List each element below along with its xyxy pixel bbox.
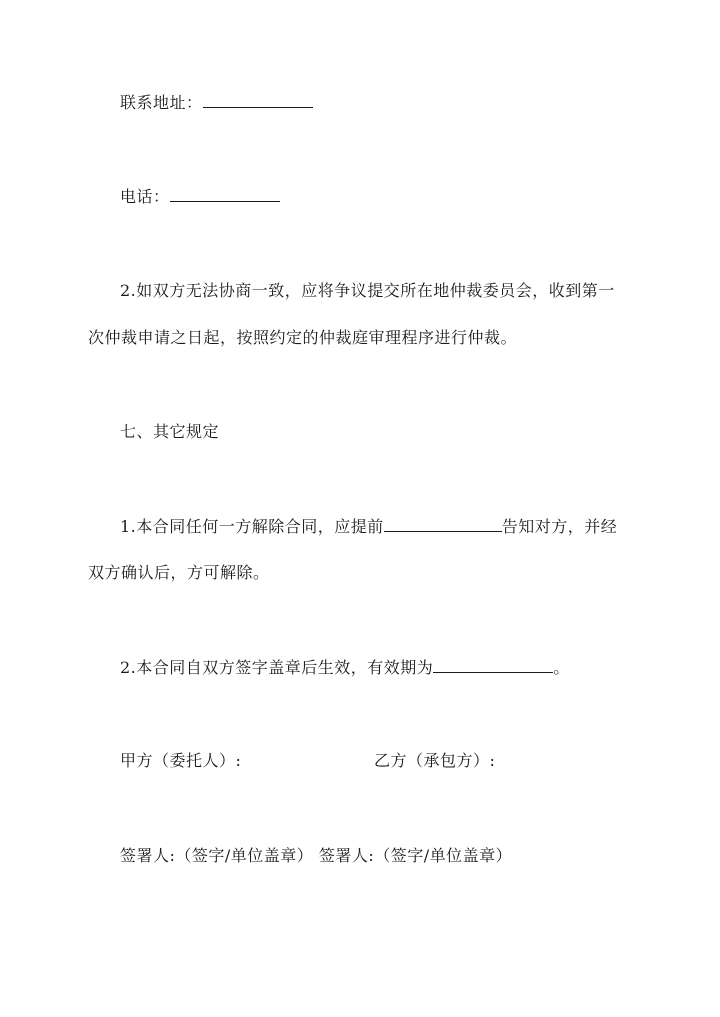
address-blank <box>203 92 313 108</box>
clause2-line2: 次仲裁申请之日起，按照约定的仲裁庭审理程序进行仲裁。 <box>88 328 518 347</box>
address-label: 联系地址： <box>120 93 203 112</box>
section7-item2-line <box>120 657 570 678</box>
contact-phone-line <box>120 186 280 207</box>
clause2-line1: 2.如双方无法协商一致，应将争议提交所在地仲裁委员会，收到第一 <box>120 281 615 300</box>
item2-prefix: 2.本合同自双方签字盖章后生效，有效期为 <box>120 658 434 677</box>
item2-suffix: 。 <box>553 658 570 677</box>
signature-line: 签署人:（签字/单位盖章） 签署人:（签字/单位盖章） <box>120 846 513 865</box>
item1-blank <box>384 516 502 532</box>
section7-item1-line1 <box>120 516 617 537</box>
contact-address-line <box>120 92 313 113</box>
item2-blank <box>433 657 553 673</box>
party-b-label: 乙方（承包方）: <box>374 751 496 770</box>
item1-suffix: 告知对方，并经 <box>501 517 618 536</box>
section7-item1-line2: 双方确认后，方可解除。 <box>88 563 270 582</box>
party-a-label: 甲方（委托人）: <box>120 751 242 770</box>
phone-blank <box>170 186 280 202</box>
section7-heading: 七、其它规定 <box>120 422 220 441</box>
phone-label: 电话： <box>120 187 170 206</box>
item1-prefix: 1.本合同任何一方解除合同，应提前 <box>120 517 384 536</box>
